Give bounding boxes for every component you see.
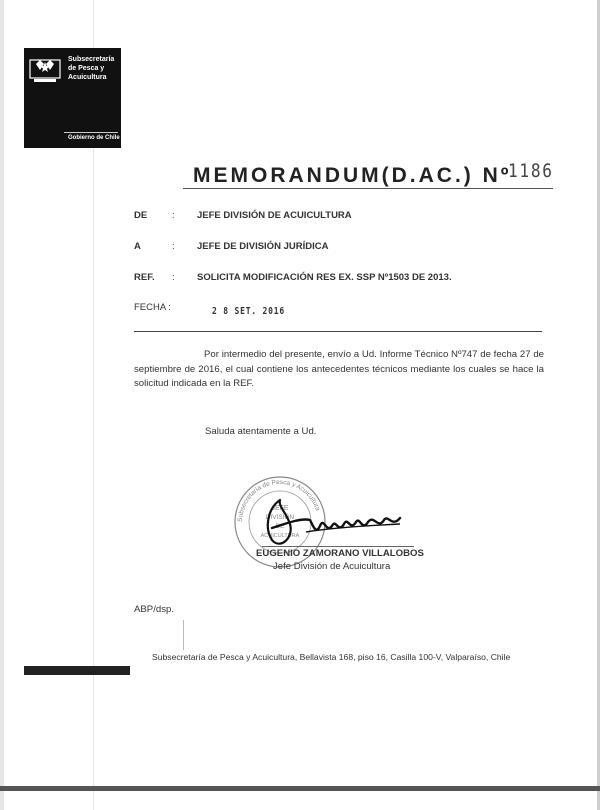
date-stamp: 2 8 SET. 2016	[212, 306, 286, 317]
institution-name	[68, 55, 120, 82]
signatory-name: EUGENIO ZAMORANO VILLALOBOS	[256, 548, 424, 559]
seal-ring-text: Subsecretaría de Pesca y Acuicultura	[236, 478, 322, 523]
seal-center-1: JEFE	[271, 505, 289, 512]
de-label: DE	[134, 210, 148, 221]
header-divider	[134, 331, 542, 332]
a-label: A	[134, 241, 141, 252]
fecha-label: FECHA :	[134, 302, 171, 313]
memo-body: Por intermedio del presente, envío a Ud. Informe Técnico Nº747 de fecha 27 de septiembre de 2016, el cual contiene los antecedentes técnicos mediante los cuales se hace la solicitud indicada en la REF.	[134, 349, 544, 389]
title-underline	[183, 188, 553, 189]
memo-number: 1186	[508, 160, 554, 182]
coat-of-arms-icon	[28, 54, 62, 84]
footer-address: Subsecretaría de Pesca y Acuicultura, Bellavista 168, piso 16, Casilla 100-V, Valparaíso, Chile	[152, 652, 511, 662]
seal-center-3: DE	[275, 523, 285, 530]
a-value: JEFE DE DIVISIÓN JURÍDICA	[197, 241, 329, 252]
seal-center-2: DIVISIÓN	[265, 514, 295, 521]
a-colon: :	[172, 241, 175, 252]
ref-colon: :	[172, 272, 175, 283]
signature-line	[262, 546, 414, 547]
signatory-title: Jefe División de Acuicultura	[273, 561, 391, 572]
ref-label: REF.	[134, 272, 155, 283]
footer-accent-bar	[24, 666, 130, 675]
scan-bottom-strip	[0, 786, 600, 791]
scan-mark	[183, 620, 184, 650]
org-line-3: Acuicultura	[68, 74, 107, 81]
scan-edge	[0, 0, 4, 810]
de-value: JEFE DIVISIÓN DE ACUICULTURA	[197, 210, 352, 221]
org-line-1: Subsecretaría	[68, 56, 115, 63]
typist-initials: ABP/dsp.	[134, 604, 174, 615]
institution-logo	[24, 48, 121, 148]
closing-greeting: Saluda atentamente a Ud.	[205, 426, 317, 437]
org-line-2: de Pesca y	[68, 65, 105, 72]
ref-value: SOLICITA MODIFICACIÓN RES EX. SSP Nº1503 DE 2013.	[197, 272, 452, 283]
de-colon: :	[172, 210, 175, 221]
logo-divider	[64, 132, 118, 133]
government-label: Gobierno de Chile	[68, 135, 120, 141]
memo-title: MEMORANDUM(D.AC.) Nº	[193, 164, 512, 187]
seal-center-4: ACUICULTURA	[260, 533, 300, 539]
